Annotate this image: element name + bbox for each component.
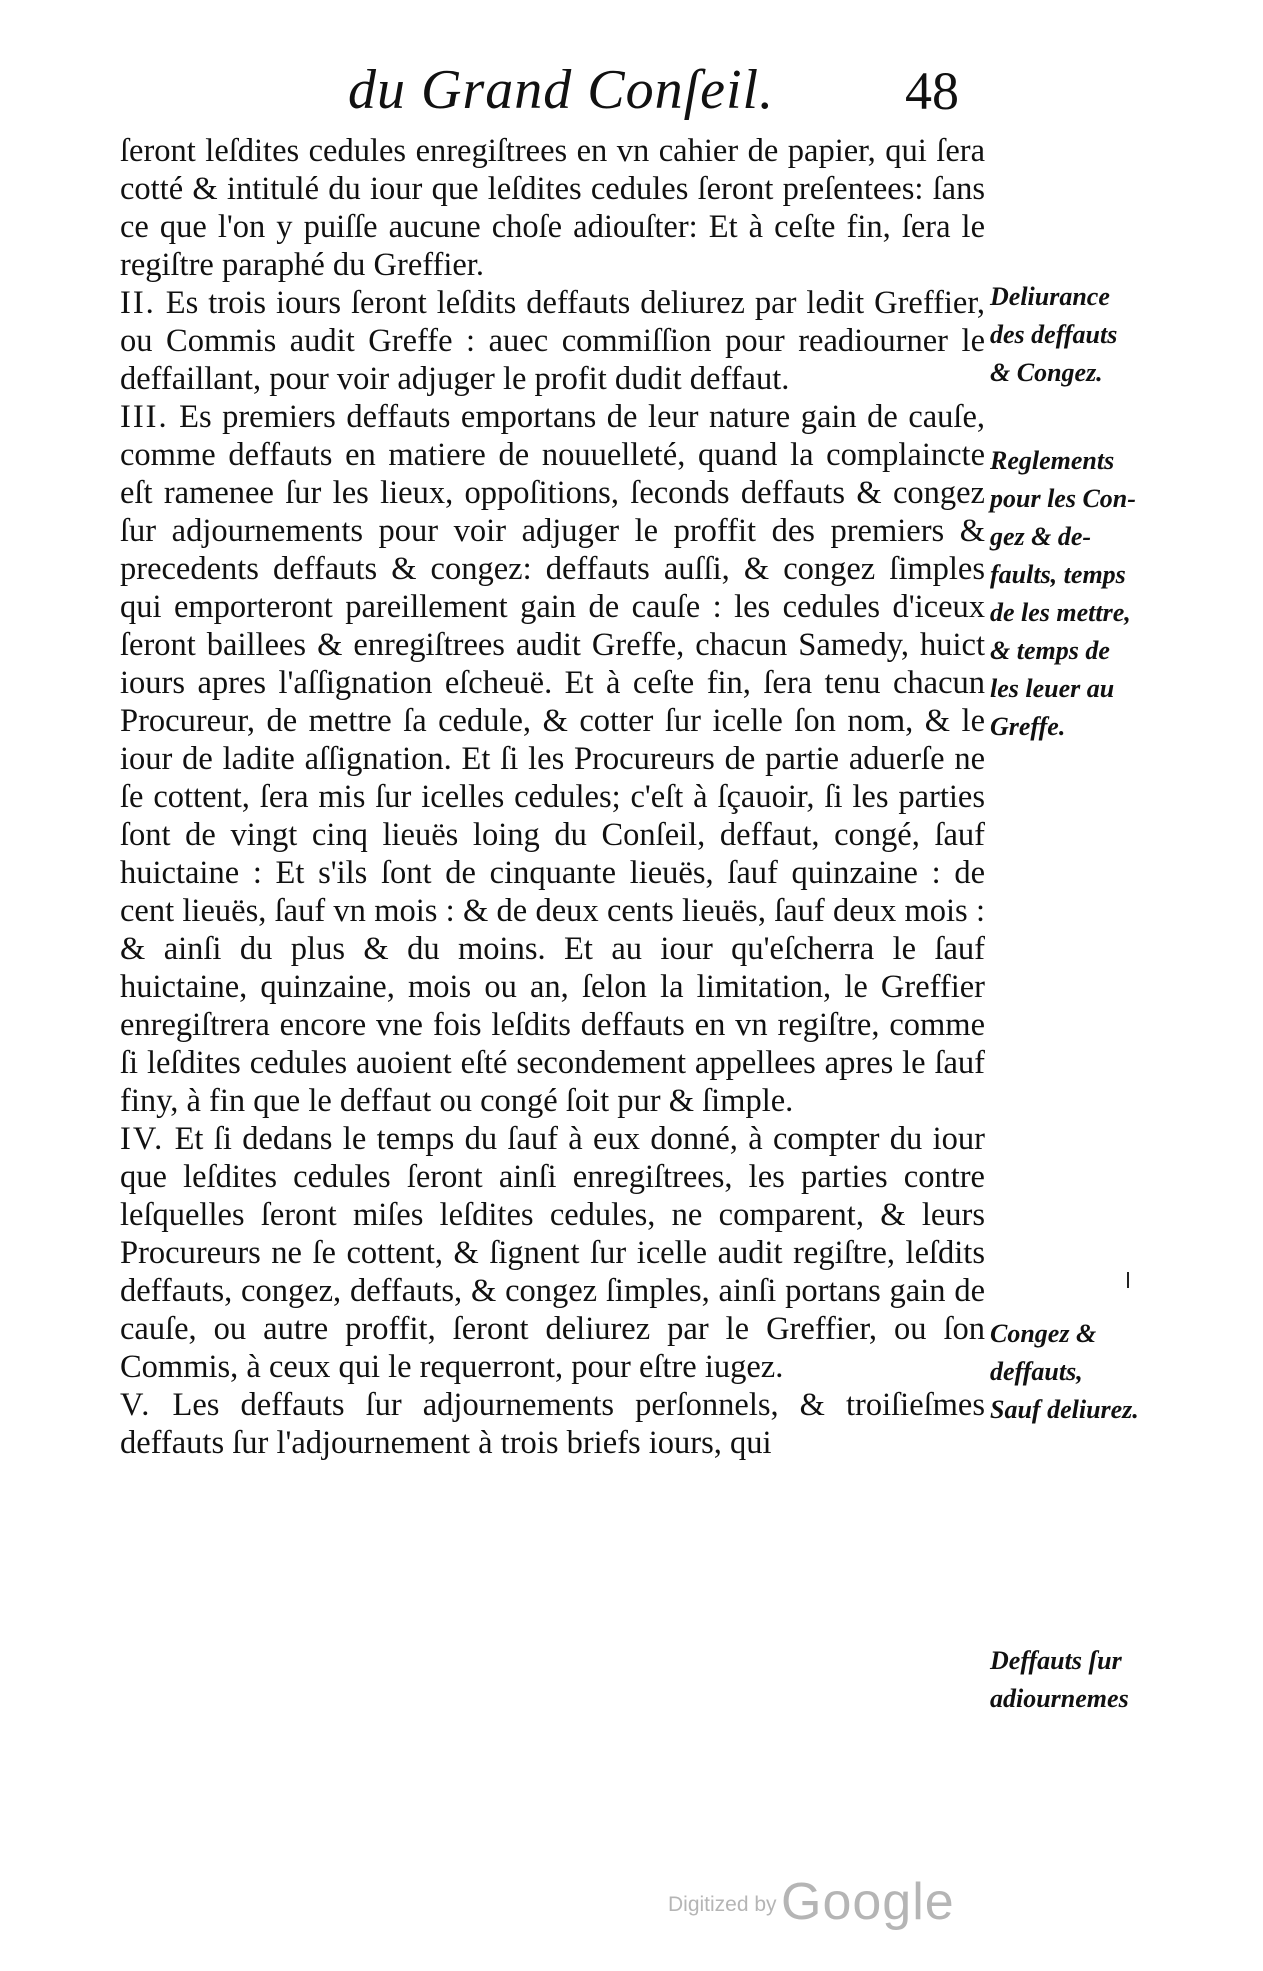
article-number: IV. [120,1121,165,1157]
margin-note-deffauts: Deffauts ſur adiournemes [990,1646,1129,1713]
paragraph-text: Es trois iours ſeront leſdits deffauts deliurez par ledit Greffier, ou Commis audit Greffe : auec commiſſion pour readiourner le deffaillant, pour voir adjuger le profit dudit deffaut. [120,285,985,397]
article-v [120,1386,985,1462]
margin-note-deliurance: Deliurance des deffauts & Congez. [990,282,1118,387]
google-logo: Google [781,1873,955,1931]
article-ii [120,284,985,398]
digitized-watermark [668,1872,955,1932]
margin-note-congez: Congez & deffauts, Sauf deliurez. [990,1319,1139,1424]
paragraph-text: Et ſi dedans le temps du ſauf à eux donné, à compter du iour que leſdites cedules ſeront ainſi enregiſtrees, les parties contre leſquelles ſeront miſes leſdites cedules, ne comparent, & leurs Procureurs ne ſe cottent, & ſignent ſur icelle audit regiſtre, leſdits deffauts, congez, deffauts, & congez ſimples, ainſi portans gain de cauſe, ou autre proffit, ſeront deliurez par le Greffier, ou ſon Commis, à ceux qui le requerront, pour eſtre iugez. [120,1121,985,1385]
margin-note-reglements: Reglements pour les Con- gez & de- faults, temps de les mettre, & temps de les leuer au Greffe. [990,446,1136,741]
main-text [120,132,985,1462]
paragraph-text: Es premiers deffauts emportans de leur nature gain de cauſe, comme deffauts en matiere de nouuelleté, quand la complaincte eſt ramenee ſur les lieux, oppoſitions, ſeconds deffauts & congez ſur adjournements pour voir adjuger le proffit des premiers & precedents deffauts & congez: deffauts auſſi, & congez ſimples qui emporteront pareillement gain de cauſe : les cedules d'iceux ſeront baillees & enregiſtrees audit Greffe, chacun Samedy, huict iours apres l'aſſignation eſcheuë. Et à ceſte fin, ſera tenu chacun Procureur, de mettre ſa cedule, & cotter ſur icelle ſon nom, & le iour de ladite aſſignation. Et ſi les Procureurs de partie aduerſe ne ſe cottent, ſera mis ſur icelles cedules; c'eſt à ſçauoir, ſi les parties ſont de vingt cinq lieuës loing du Conſeil, deffaut, congé, ſauf huictaine : Et s'ils ſont de cinquante lieuës, ſauf quinzaine : de cent lieuës, ſauf vn mois : & de deux cents lieuës, ſauf deux mois : & ainſi du plus & du moins. Et au iour qu'eſcherra le ſauf huictaine, quinzaine, mois ou an, ſelon la limitation, le Greffier enregiſtrera encore vne fois leſdits deffauts en vn regiſtre, comme ſi leſdites cedules auoient eſté secondement appellees apres le ſauf finy, à fin que le deffaut ou congé ſoit pur & ſimple. [120,399,986,1119]
article-number: II. [120,285,156,321]
paragraph-text: Les deffauts ſur adjournements perſonnels, & troiſieſmes deffauts ſur l'adjournement à trois briefs iours, qui [120,1387,986,1461]
article-number: V. [120,1387,152,1423]
margin-tick-mark [1127,1272,1129,1288]
article-iii [120,398,985,1120]
page-header [0,58,1263,128]
paragraph-text: ſeront leſdites cedules enregiſtrees en vn cahier de papier, qui ſera cotté & intitulé du iour que leſdites cedules ſeront preſentees: ſans ce que l'on y puiſſe aucune choſe adiouſter: Et à ceſte fin, ſera le regiſtre paraphé du Greffier. [120,133,985,283]
watermark-prefix: Digitized by [668,1893,777,1916]
page-number: 48 [905,61,959,121]
running-title: du Grand Conſeil. [348,59,775,121]
article-number: III. [120,399,169,435]
paragraph-continuation [120,132,985,284]
article-iv [120,1120,985,1386]
